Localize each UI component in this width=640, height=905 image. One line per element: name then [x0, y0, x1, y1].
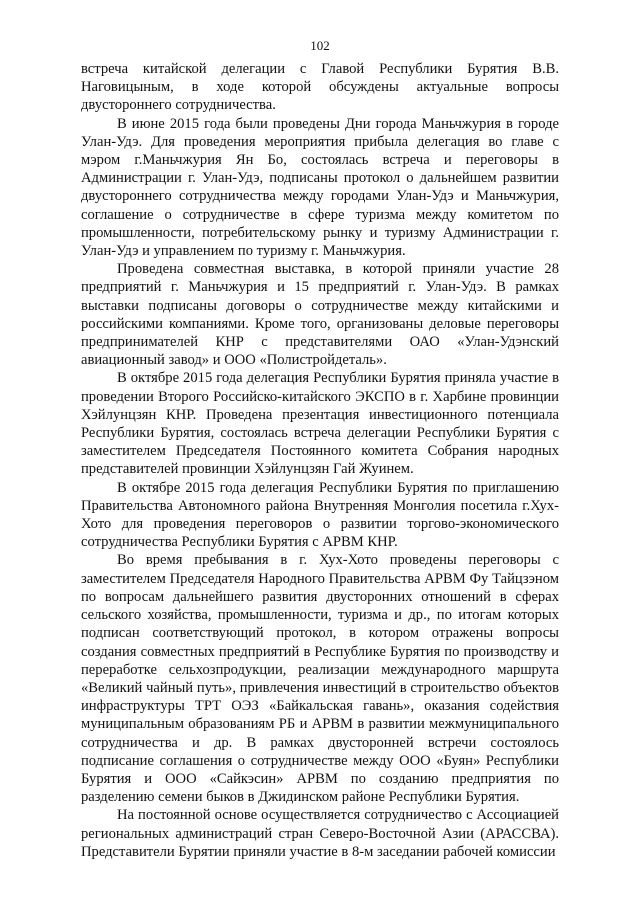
paragraph: Проведена совместная выставка, в которой приняли участие 28 предприятий г. Маньчжурия и 15 предприятий г. Улан-Удэ. В рамках выставки подписаны договоры о сотрудничестве между китайскими и российскими компаниями. Кроме того, организованы деловые переговоры предпринимателей КНР с представителями ОАО «Улан-Удэнский авиационный завод» и ООО «Полистройдеталь». — [81, 261, 559, 369]
paragraph: В октябре 2015 года делегация Республики Бурятия по приглашению Правительства Автономного района Внутренняя Монголия посетила г.Хух-Хото для проведения переговоров о развитии торгово-экономического сотрудничества Республики Бурятия с АРВМ КНР. — [81, 479, 559, 551]
paragraph: В октябре 2015 года делегация Республики Бурятия приняла участие в проведении Второго Российско-китайского ЭКСПО в г. Харбине провинции Хэйлунцзян КНР. Проведена презентация инвестиционного потенциала Республики Бурятия, состоялась встреча делегации Республики Бурятия с заместителем Председателя Постоянного комитета Собрания народных представителей провинции Хэйлунцзян Гай Жуинем. — [81, 370, 559, 478]
paragraph: В июне 2015 года были проведены Дни города Маньчжурия в городе Улан-Удэ. Для проведения мероприятия прибыла делегация во главе с мэром г.Маньчжурия Ян Бо, состоялась встреча и переговоры в Администрации г. Улан-Удэ, подписаны протокол о дальнейшем развитии двустороннего сотрудничества между городами Улан-Удэ и Маньчжурия, соглашение о сотрудничестве в сфере туризма между комитетом по промышленности, потребительскому рынку и туризму Администрации г. Улан-Удэ и управлением по туризму г. Маньчжурия. — [81, 115, 559, 260]
page-number: 102 — [310, 38, 330, 53]
paragraph: На постоянной основе осуществляется сотрудничество с Ассоциацией региональных администраций стран Северо-Восточной Азии (АРАССВА). Представители Бурятии приняли участие в 8-м заседании рабочей комиссии — [81, 807, 559, 860]
paragraph: встреча китайской делегации с Главой Республики Бурятия В.В. Наговицыным, в ходе которой обсуждены актуальные вопросы двустороннего сотрудничества. — [81, 61, 559, 114]
paragraph: Во время пребывания в г. Хух-Хото проведены переговоры с заместителем Председателя Народного Правительства АРВМ Фу Тайцзэном по вопросам дальнейшего развития двусторонних отношений в сферах сельского хозяйства, промышленности, туризма и др., по итогам которых подписан соответствующий протокол, в котором отражены вопросы создания совместных предприятий в Республике Бурятия по производству и переработке сельхозпродукции, реализации международного маршрута «Великий чайный путь», привлечения инвестиций в строительство объектов инфраструктуры ТРТ ОЭЗ «Байкальская гавань», оказания содействия муниципальным образованиям РБ и АРВМ в развитии межмуниципального сотрудничества и др. В рамках двусторонней встречи состоялось подписание соглашения о сотрудничестве между ООО «Буян» Республики Бурятия и ООО «Сайкэсин» АРВМ по созданию предприятия по разделению семени быков в Джидинском районе Республики Бурятия. — [81, 552, 559, 806]
body-text — [81, 60, 559, 861]
